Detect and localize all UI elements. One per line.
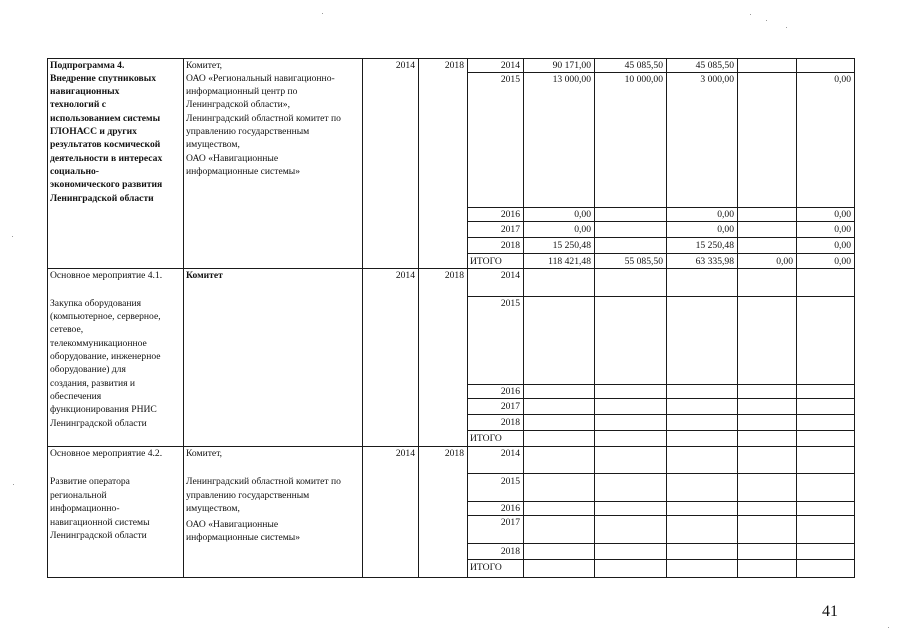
scan-speck [12, 236, 13, 237]
start-year: 2014 [395, 448, 415, 459]
section-name-line: информационно- [50, 503, 120, 514]
row-year: 2018 [500, 240, 520, 251]
section-name-line: создания, развития и [50, 378, 136, 389]
executor-line: управлению государственным [186, 126, 310, 137]
section-name-line: ГЛОНАСС и других [50, 126, 137, 137]
cell-value: 0,00 [717, 209, 734, 220]
executor-line: управлению государственным [186, 490, 310, 501]
row-year: 2017 [500, 401, 520, 412]
table-col-divider [796, 58, 797, 578]
cell-value: 45 085,50 [624, 60, 663, 71]
scan-speck [13, 484, 14, 485]
section-name-line: Развитие оператора [50, 476, 130, 487]
row-year: 2017 [500, 517, 520, 528]
row-year: 2015 [500, 476, 520, 487]
scan-speck [322, 13, 323, 14]
table-col-divider [418, 58, 419, 578]
section-name-line: сетевое, [50, 324, 84, 335]
cell-value: 0,00 [574, 209, 591, 220]
section-name-line: использованием системы [50, 113, 161, 124]
table-col-divider [523, 58, 524, 578]
executor-line: информационный центр по [186, 86, 298, 97]
cell-value: 15 250,48 [552, 240, 591, 251]
section-name-line: Ленинградской области [50, 530, 147, 541]
row-year: 2015 [500, 74, 520, 85]
section-name-line: Внедрение спутниковых [50, 73, 156, 84]
table-border-right [854, 58, 855, 578]
scan-speck [888, 627, 889, 628]
table-col-divider [467, 58, 468, 578]
table-border-left [47, 58, 48, 578]
cell-value: 13 000,00 [552, 74, 591, 85]
row-year: 2014 [500, 60, 520, 71]
executor-line: Ленинградский областной комитет по [186, 113, 341, 124]
executor-line: ОАО «Навигационные [186, 519, 279, 530]
table-border-bottom [47, 577, 855, 578]
section-divider [47, 446, 855, 447]
section-name-line: социально- [50, 166, 99, 177]
section-name-line: (компьютерное, серверное, [50, 311, 161, 322]
row-year: 2016 [500, 209, 520, 220]
row-divider [467, 430, 855, 431]
cell-value: 55 085,50 [624, 256, 663, 267]
cell-value: 118 421,48 [548, 256, 591, 267]
table-col-divider [737, 58, 738, 578]
row-divider [467, 237, 855, 238]
cell-value: 3 000,00 [700, 74, 734, 85]
executor-line: информационные системы» [186, 532, 301, 543]
row-divider [467, 72, 855, 73]
section-name-line: функционирования РНИС [50, 404, 157, 415]
section-title: Основное мероприятие 4.1. [50, 270, 163, 281]
row-year: 2017 [500, 224, 520, 235]
row-year: 2014 [500, 448, 520, 459]
row-divider [467, 473, 855, 474]
cell-value: 0,00 [834, 256, 851, 267]
table-col-divider [594, 58, 595, 578]
row-year: 2018 [500, 546, 520, 557]
cell-value: 0,00 [834, 224, 851, 235]
executor-line: ОАО «Региональный навигационно- [186, 73, 335, 84]
table-col-divider [666, 58, 667, 578]
executor-line: имуществом, [186, 503, 240, 514]
cell-value: 0,00 [776, 256, 793, 267]
table-col-divider [362, 58, 363, 578]
section-name-line: деятельности в интересах [50, 153, 163, 164]
section-name-line: Ленинградской области [50, 418, 147, 429]
cell-value: 0,00 [834, 209, 851, 220]
executor-line: имуществом, [186, 139, 240, 150]
row-year: 2015 [500, 298, 520, 309]
executor-line: Комитет, [186, 60, 223, 71]
executor-line: Комитет, [186, 448, 223, 459]
section-name-line: навигационных [50, 86, 120, 97]
cell-value: 90 171,00 [552, 60, 591, 71]
cell-value: 15 250,48 [695, 240, 734, 251]
executor-line: ОАО «Навигационные [186, 153, 279, 164]
row-year: 2016 [500, 503, 520, 514]
cell-value: 0,00 [717, 224, 734, 235]
row-divider [467, 253, 855, 254]
section-name-line: Ленинградской области [50, 193, 154, 204]
cell-value: 10 000,00 [624, 74, 663, 85]
section-name-line: результатов космической [50, 139, 161, 150]
executor-line: Комитет [186, 270, 223, 281]
scan-speck [786, 27, 787, 28]
row-divider [467, 515, 855, 516]
section-name-line: экономического развития [50, 179, 163, 190]
row-divider [467, 398, 855, 399]
section-divider [47, 268, 855, 269]
end-year: 2018 [444, 60, 464, 71]
row-divider [467, 543, 855, 544]
cell-value: 63 335,98 [695, 256, 734, 267]
row-divider [467, 559, 855, 560]
scan-speck [750, 14, 751, 15]
row-divider [467, 221, 855, 222]
start-year: 2014 [395, 60, 415, 71]
row-divider [467, 501, 855, 502]
row-year: 2014 [500, 270, 520, 281]
section-name-line: обеспечения [50, 391, 102, 402]
section-name-line: телекоммуникационное [50, 338, 147, 349]
executor-line: Ленинградской области», [186, 99, 290, 110]
table-border-top [47, 58, 855, 59]
scan-speck [766, 20, 767, 21]
row-year: 2016 [500, 386, 520, 397]
section-title: Подпрограмма 4. [50, 60, 125, 71]
page-number: 41 [822, 603, 838, 620]
section-name-line: региональной [50, 490, 107, 501]
row-total-label: ИТОГО [470, 433, 502, 444]
section-name-line: навигационной системы [50, 517, 150, 528]
cell-value: 0,00 [574, 224, 591, 235]
executor-line: Ленинградский областной комитет по [186, 476, 341, 487]
row-divider [467, 414, 855, 415]
section-name-line: технологий с [50, 99, 107, 110]
row-divider [467, 207, 855, 208]
end-year: 2018 [444, 270, 464, 281]
executor-line: информационные системы» [186, 166, 301, 177]
end-year: 2018 [444, 448, 464, 459]
row-total-label: ИТОГО [470, 256, 502, 267]
section-name-line: оборудование) для [50, 364, 126, 375]
cell-value: 0,00 [834, 74, 851, 85]
section-name-line: Закупка оборудования [50, 298, 142, 309]
row-divider [467, 296, 855, 297]
row-year: 2018 [500, 417, 520, 428]
row-divider [467, 384, 855, 385]
start-year: 2014 [395, 270, 415, 281]
section-title: Основное мероприятие 4.2. [50, 448, 163, 459]
cell-value: 45 085,50 [695, 60, 734, 71]
row-total-label: ИТОГО [470, 562, 502, 573]
section-name-line: оборудование, инженерное [50, 351, 161, 362]
cell-value: 0,00 [834, 240, 851, 251]
table-col-divider [183, 58, 184, 578]
